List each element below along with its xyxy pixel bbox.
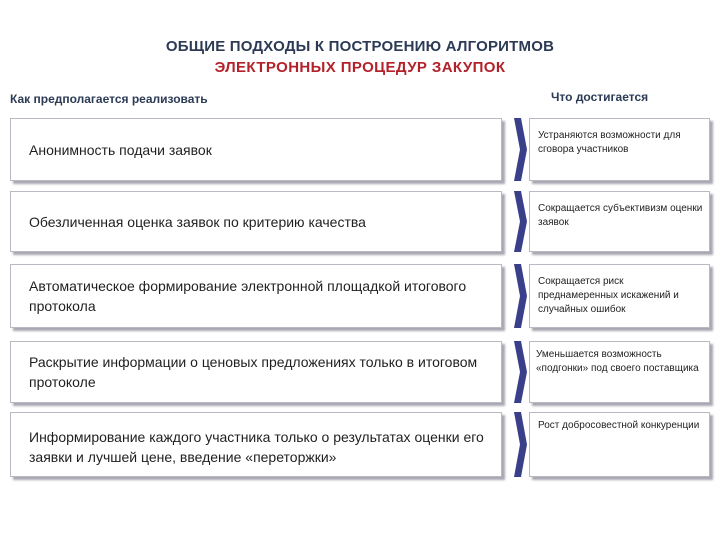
result-box (529, 118, 710, 181)
title-line-1: ОБЩИЕ ПОДХОДЫ К ПОСТРОЕНИЮ АЛГОРИТМОВ (165, 38, 555, 55)
column-header-left: Как предполагается реализовать (10, 92, 208, 106)
chevron-right-icon (512, 191, 528, 252)
method-box (10, 264, 502, 328)
result-text: Устраняются возможности для сговора участников (538, 130, 681, 155)
slide-title (0, 36, 720, 78)
method-box (10, 191, 502, 252)
result-text: Сокращается субъективизм оценки заявок (538, 203, 703, 228)
result-text: Уменьшается возможность «подгонки» под своего поставщика (536, 349, 699, 374)
title-line-2: ЭЛЕКТРОННЫХ ПРОЦЕДУР ЗАКУПОК (214, 59, 506, 76)
method-text: Раскрытие информации о ценовых предложениях только в итоговом протоколе (29, 354, 478, 390)
result-box (529, 191, 710, 252)
method-text: Информирование каждого участника только о результатах оценки его заявки и лучшей цене, введение «переторжки» (29, 428, 484, 465)
result-text: Рост добросовестной конкуренции (538, 420, 700, 431)
chevron-right-icon (512, 264, 528, 328)
method-text: Обезличенная оценка заявок по критерию качества (29, 213, 366, 230)
column-header-right: Что достигается (551, 90, 649, 104)
method-text: Анонимность подачи заявок (29, 141, 212, 158)
chevron-right-icon (512, 412, 528, 477)
method-box (10, 118, 502, 181)
chevron-right-icon (512, 341, 528, 403)
result-box (529, 412, 710, 477)
result-box (529, 341, 710, 403)
method-box (10, 412, 502, 477)
result-text: Сокращается риск преднамеренных искажений и случайных ошибок (538, 276, 679, 315)
chevron-right-icon (512, 118, 528, 181)
result-box (529, 264, 710, 328)
method-box (10, 341, 502, 403)
method-text: Автоматическое формирование электронной площадкой итогового протокола (29, 278, 467, 314)
